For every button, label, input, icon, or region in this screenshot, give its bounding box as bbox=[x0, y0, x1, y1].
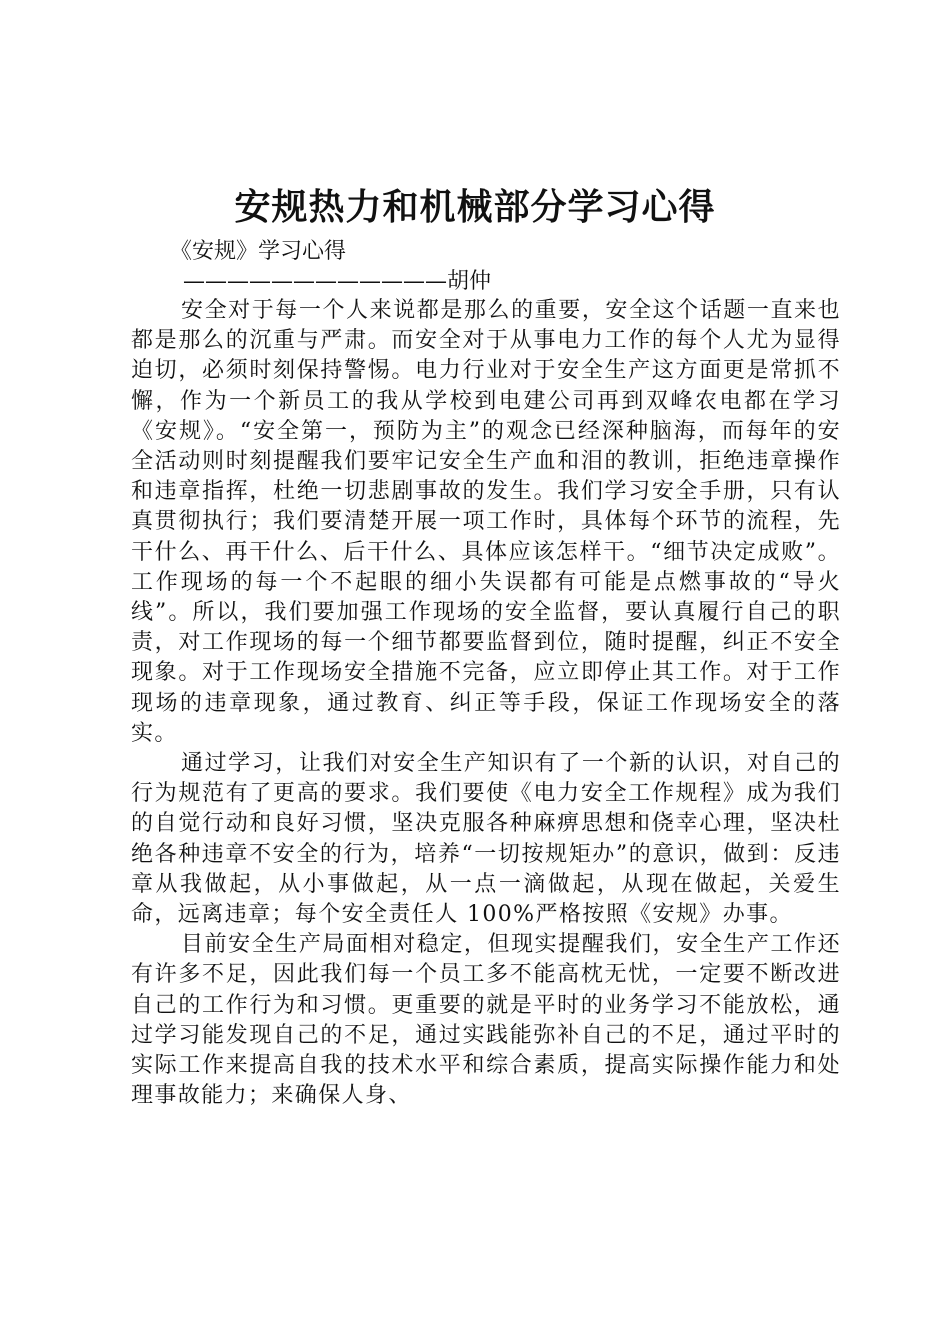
document-title: 安规热力和机械部分学习心得 bbox=[234, 186, 716, 228]
document-subtitle: 《安规》学习心得 bbox=[170, 239, 347, 264]
document-body bbox=[131, 296, 841, 1111]
paragraph: 目前安全生产局面相对稳定，但现实提醒我们，安全生产工作还有许多不足，因此我们每一个员工多不能高枕无忧，一定要不断改进自己的工作行为和习惯。更重要的就是平时的业务学习不能放松，通过学习能发现自己的不足，通过实践能弥补自己的不足，通过平时的实际工作来提高自我的技术水平和综合素质，提高实际操作能力和处理事故能力；来确保人身、 bbox=[131, 932, 841, 1109]
paragraph: 通过学习，让我们对安全生产知识有了一个新的认识，对自己的行为规范有了更高的要求。我们要使《电力安全工作规程》成为我们的自觉行动和良好习惯，坚决克服各种麻痹思想和侥幸心理，坚决杜绝各种违章不安全的行为，培养“一切按规矩办”的意识，做到：反违章从我做起，从小事做起，从一点一滴做起，从现在做起，关爱生命，远离违章；每个安全责任人 100%严格按照《安规》办事。 bbox=[131, 751, 841, 928]
author-line: ————————————胡仲 bbox=[183, 269, 492, 294]
paragraph: 安全对于每一个人来说都是那么的重要，安全这个话题一直来也都是那么的沉重与严肃。而安全对于从事电力工作的每个人尤为显得迫切，必须时刻保持警惕。电力行业对于安全生产这方面更是常抓不懈，作为一个新员工的我从学校到电建公司再到双峰农电都在学习《安规》。“安全第一，预防为主”的观念已经深种脑海，而每年的安全活动则时刻提醒我们要牢记安全生产血和泪的教训，拒绝违章操作和违章指挥，杜绝一切悲剧事故的发生。我们学习安全手册，只有认真贯彻执行；我们要清楚开展一项工作时，具体每个环节的流程，先干什么、再干什么、后干什么、具体应该怎样干。“细节决定成败”。工作现场的每一个不起眼的细小失误都有可能是点燃事故的“导火线”。所以，我们要加强工作现场的安全监督，要认真履行自己的职责，对工作现场的每一个细节都要监督到位，随时提醒，纠正不安全现象。对于工作现场安全措施不完备，应立即停止其工作。对于工作现场的违章现象，通过教育、纠正等手段，保证工作现场安全的落实。 bbox=[131, 298, 841, 746]
